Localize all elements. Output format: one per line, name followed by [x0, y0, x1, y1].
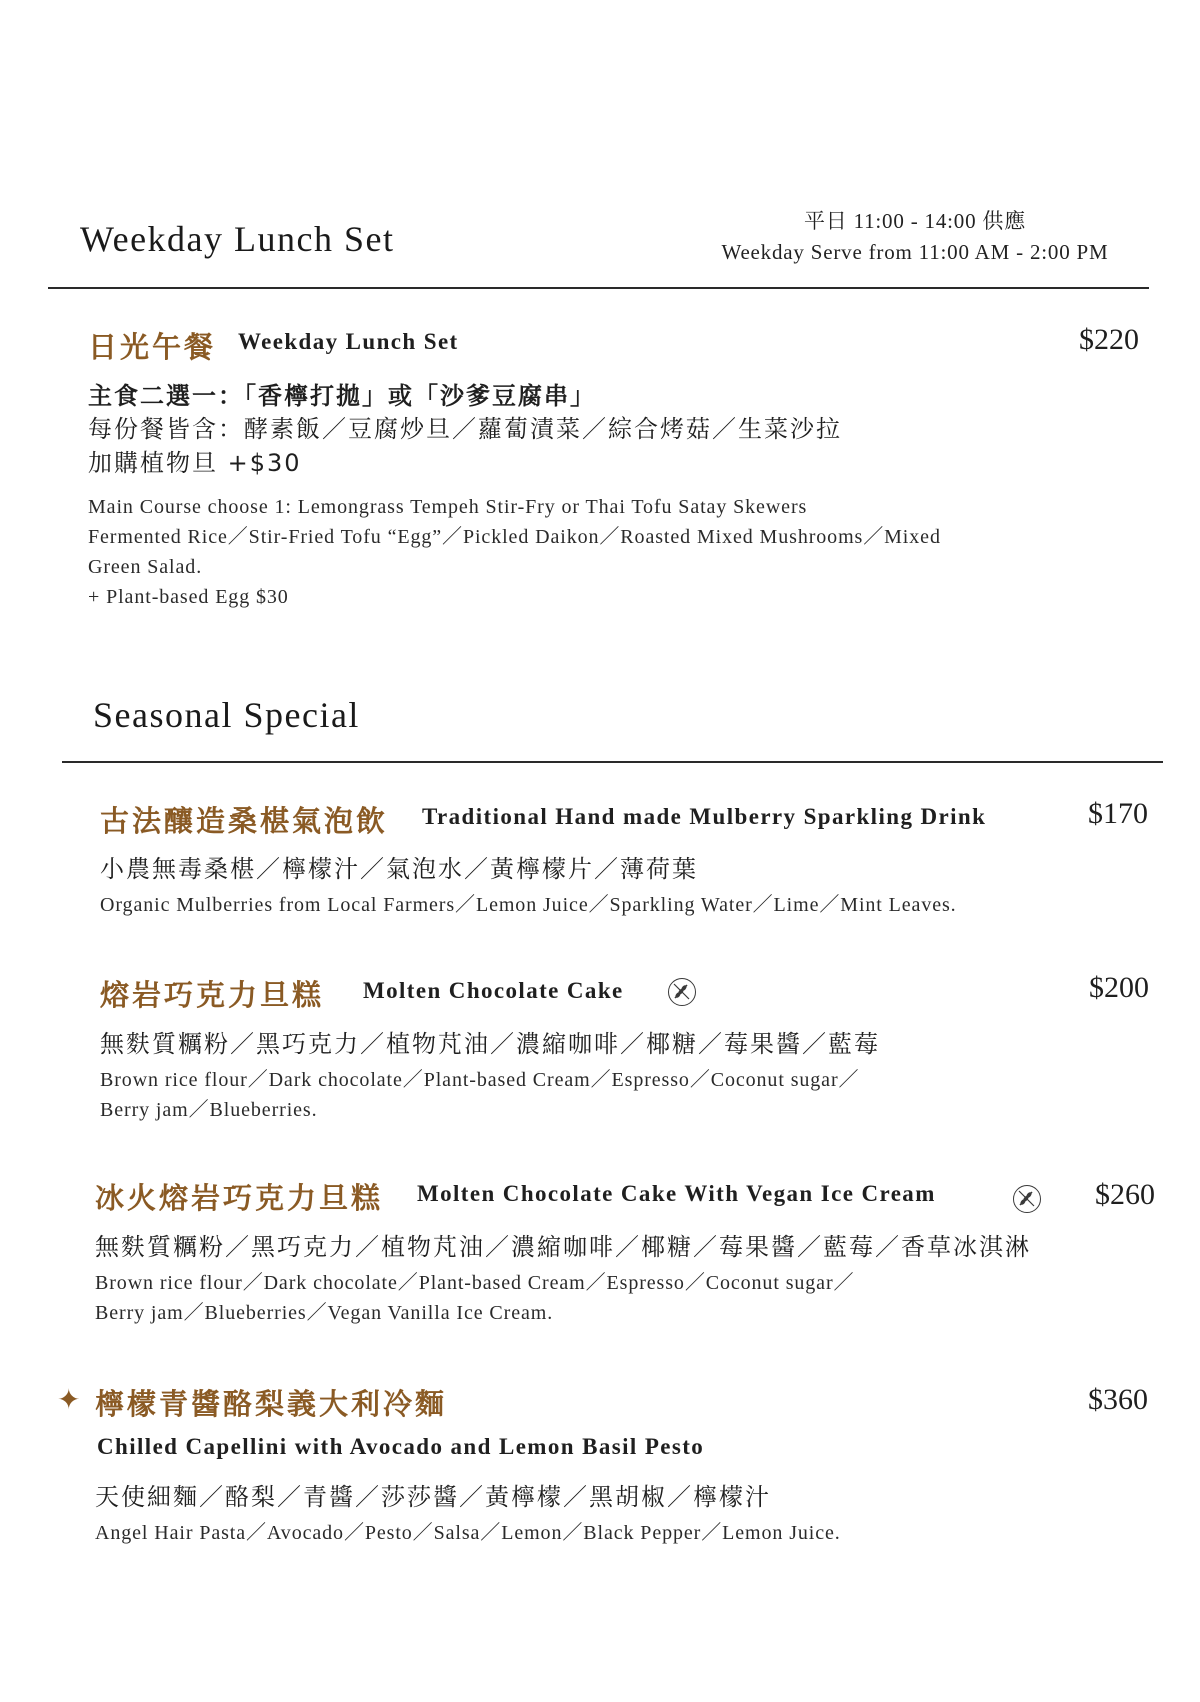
item-ingredients-en — [100, 1065, 859, 1125]
description-line: Fermented Rice／Stir-Fried Tofu “Egg”／Pickled Daikon／Roasted Mixed Mushrooms／Mixed — [88, 526, 941, 548]
serve-hours — [690, 206, 1140, 268]
item-ingredients-zh: 無麩質糲粉／黑巧克力／植物芃油／濃縮咖啡／椰糖／莓果醬／藍莓／香草冰淇淋 — [95, 1233, 1031, 1261]
description-line: Main Course choose 1: Lemongrass Tempeh Stir-Fry or Thai Tofu Satay Skewers — [88, 496, 808, 518]
seasonal-divider — [62, 761, 1163, 763]
item-name-en: Chilled Capellini with Avocado and Lemon Basil Pesto — [97, 1434, 705, 1459]
item-ingredients-en — [100, 890, 957, 920]
gluten-free-icon — [668, 978, 696, 1006]
item-name-zh: 冰火熔岩巧克力旦糕 — [95, 1181, 384, 1215]
description-line: Organic Mulberries from Local Farmers／Lemon Juice／Sparkling Water／Lime／Mint Leaves. — [100, 894, 957, 916]
description-line: Brown rice flour／Dark chocolate／Plant-based Cream／Espresso／Coconut sugar／ — [100, 1069, 860, 1091]
seasonal-section-title: Seasonal Special — [93, 695, 360, 735]
item-name-en: Traditional Hand made Mulberry Sparkling Drink — [422, 804, 987, 829]
item-name-zh: 古法釀造桑椹氣泡飲 — [100, 804, 389, 838]
lunch-divider — [48, 287, 1149, 289]
serve-hours-en: Weekday Serve from 11:00 AM - 2:00 PM — [721, 240, 1109, 264]
lunch-main-choice: 主食二選一：「香檸打拋」或「沙爹豆腐串」 — [88, 382, 596, 410]
serve-hours-zh: 平日 11:00 - 14:00 供應 — [803, 209, 1027, 233]
gluten-free-icon — [1013, 1185, 1041, 1213]
item-ingredients-zh: 天使細麵／酪梨／青醬／莎莎醬／黃檸檬／黑胡椒／檸檬汁 — [95, 1483, 771, 1511]
lunch-includes: 每份餐皆含：酵素飯／豆腐炒旦／蘿蔔漬菜／綜合烤菇／生菜沙拉 — [88, 415, 842, 443]
description-line: Berry jam／Blueberries／Vegan Vanilla Ice Cream. — [95, 1302, 554, 1324]
item-name-zh: 熔岩巧克力旦糕 — [100, 978, 325, 1012]
item-name-en: Weekday Lunch Set — [238, 329, 459, 354]
sparkle-star-icon: ✦ — [57, 1383, 81, 1416]
item-ingredients-en — [95, 1268, 854, 1328]
item-name-zh: 檸檬青醬酪梨義大利冷麵 — [95, 1387, 448, 1421]
item-price: $360 — [1088, 1383, 1148, 1416]
item-price: $220 — [1079, 323, 1139, 356]
description-line: + Plant-based Egg $30 — [88, 586, 289, 608]
description-line: Green Salad. — [88, 556, 203, 578]
item-price: $170 — [1088, 797, 1148, 830]
item-ingredients-en — [95, 1518, 841, 1548]
item-price: $200 — [1089, 971, 1149, 1004]
item-ingredients-zh: 小農無毒桑椹／檸檬汁／氣泡水／黃檸檬片／薄荷葉 — [100, 855, 698, 883]
item-ingredients-zh: 無麩質糲粉／黑巧克力／植物芃油／濃縮咖啡／椰糖／莓果醬／藍莓 — [100, 1030, 880, 1058]
item-name-en: Molten Chocolate Cake — [363, 978, 624, 1003]
description-line: Berry jam／Blueberries. — [100, 1099, 318, 1121]
lunch-addon: 加購植物旦 +$30 — [88, 449, 302, 477]
item-price: $260 — [1095, 1178, 1155, 1211]
lunch-description-en — [88, 492, 941, 612]
item-name-zh: 日光午餐 — [88, 330, 217, 364]
lunch-section-title: Weekday Lunch Set — [80, 219, 395, 259]
description-line: Brown rice flour／Dark chocolate／Plant-based Cream／Espresso／Coconut sugar／ — [95, 1272, 855, 1294]
item-name-en: Molten Chocolate Cake With Vegan Ice Cream — [417, 1181, 936, 1206]
description-line: Angel Hair Pasta／Avocado／Pesto／Salsa／Lemon／Black Pepper／Lemon Juice. — [95, 1522, 841, 1544]
